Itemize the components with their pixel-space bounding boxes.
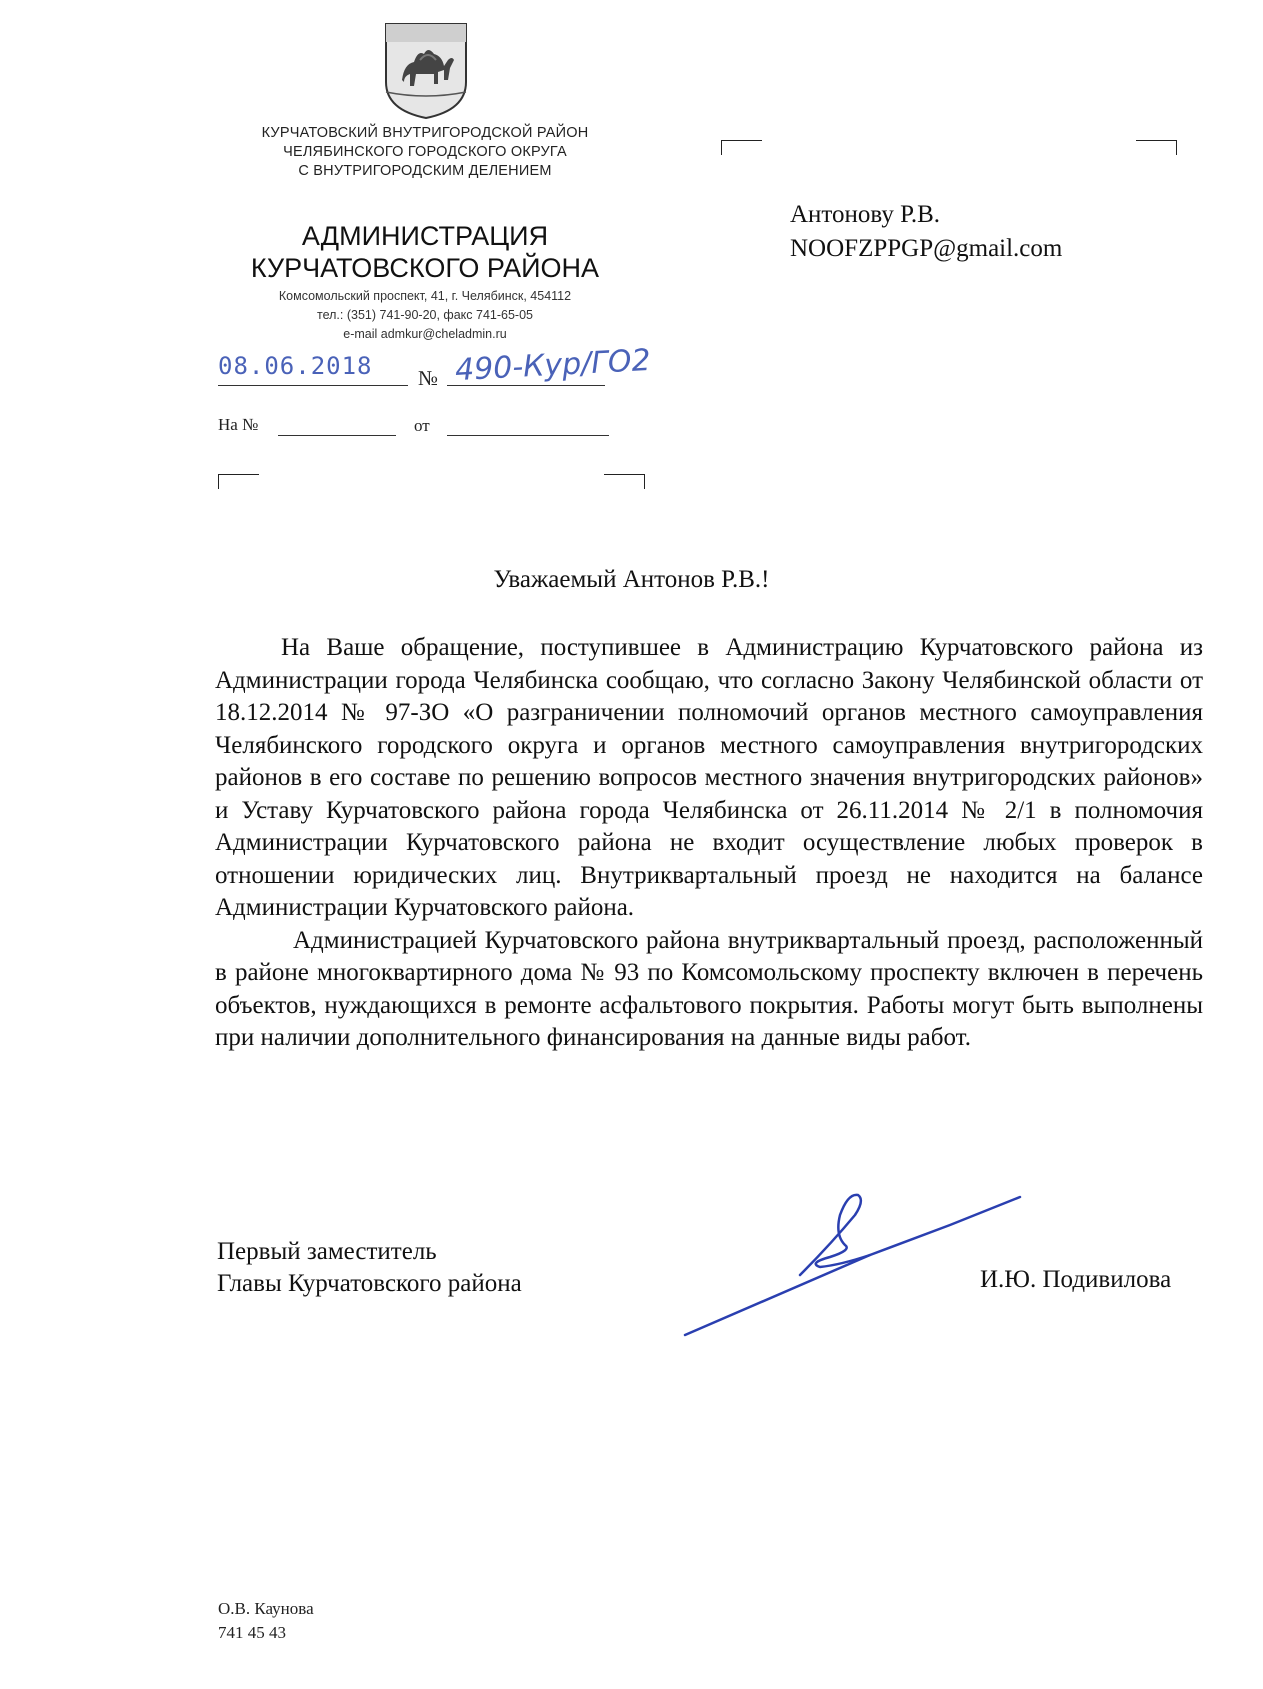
- ref-number-underline: [278, 435, 396, 436]
- org-title-line-1: АДМИНИСТРАЦИЯ: [301, 221, 549, 251]
- org-title-line-2: КУРЧАТОВСКОГО РАЙОНА: [250, 253, 600, 283]
- handwritten-signature-icon: [680, 1185, 1040, 1340]
- number-underline: [447, 385, 605, 386]
- org-email: e-mail admkur@cheladmin.ru: [343, 327, 507, 341]
- executor-block: [218, 1597, 314, 1645]
- executor-phone: 741 45 43: [218, 1623, 286, 1642]
- position-line-2: Главы Курчатовского района: [217, 1270, 522, 1297]
- corner-mark: [604, 474, 645, 489]
- signatory-position: [217, 1236, 522, 1300]
- letter-body: [215, 632, 1203, 1055]
- body-paragraph-1: На Ваше обращение, поступившее в Администрацию Курчатовского района из Администрации города Челябинска сообщаю, что согласно Закону Челябинской области от 18.12.2014 № 97-ЗО «О разграничении полномочий органов местного самоуправления Челябинского городского округа и органов местного самоуправления внутригородских районов в его составе по решению вопросов местного значения внутригородских районов» и Уставу Курчатовского района города Челябинска от 26.11.2014 № 2/1 в полномочия Администрации Курчатовского района не входит осуществление любых проверок в отношении юридических лиц. Внутриквартальный проезд не находится на балансе Администрации Курчатовского района.: [215, 634, 1203, 921]
- registration-number-handwritten: 490-Кур/ГО2: [454, 342, 652, 389]
- ref-number-label: На №: [218, 415, 259, 434]
- org-line-3: С ВНУТРИГОРОДСКИМ ДЕЛЕНИЕМ: [298, 163, 552, 179]
- date-stamp: 08.06.2018: [218, 352, 373, 380]
- greeting: Уважаемый Антонов Р.В.!: [493, 566, 770, 593]
- signatory-name: И.Ю. Подивилова: [980, 1266, 1172, 1293]
- recipient-email: NOOFZPPGP@gmail.com: [790, 235, 1063, 262]
- ref-from-underline: [447, 435, 609, 436]
- number-label: №: [418, 366, 439, 390]
- recipient-block: [790, 198, 1062, 266]
- recipient-name: Антонову Р.В.: [790, 201, 941, 228]
- corner-mark: [721, 140, 762, 155]
- body-paragraph-2: Администрацией Курчатовского района внутриквартальный проезд, расположенный в районе многоквартирного дома № 93 по Комсомольскому проспекту включен в перечень объектов, нуждающихся в ремонте асфальтового покрытия. Работы могут быть выполнены при наличии дополнительного финансирования на данные виды работ.: [215, 926, 1203, 1051]
- org-address: Комсомольский проспект, 41, г. Челябинск, 454112: [278, 289, 572, 303]
- date-underline: [218, 385, 408, 386]
- org-line-1: КУРЧАТОВСКИЙ ВНУТРИГОРОДСКОЙ РАЙОН: [261, 125, 589, 141]
- corner-mark: [218, 474, 259, 489]
- ref-from-label: от: [414, 416, 430, 435]
- position-line-1: Первый заместитель: [217, 1238, 437, 1265]
- executor-name: О.В. Каунова: [218, 1599, 314, 1618]
- org-phone: тел.: (351) 741-90-20, факс 741-65-05: [317, 308, 533, 322]
- corner-mark: [1136, 140, 1177, 155]
- org-line-2: ЧЕЛЯБИНСКОГО ГОРОДСКОГО ОКРУГА: [283, 144, 567, 160]
- coat-of-arms-icon: [384, 20, 468, 120]
